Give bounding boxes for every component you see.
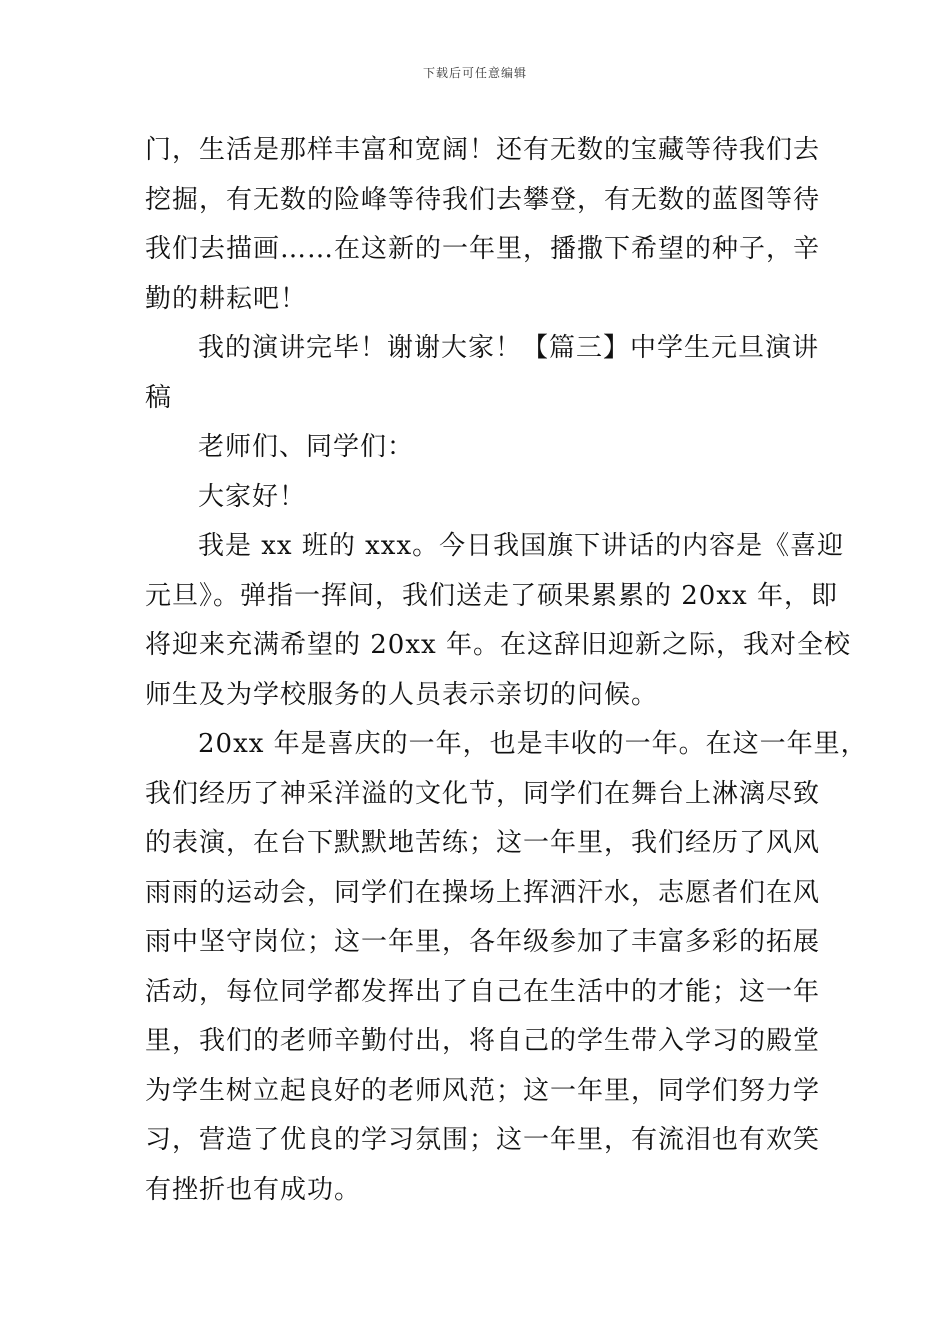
text-line: 稿 bbox=[145, 382, 173, 413]
text-line: 20xx 年是喜庆的一年，也是丰收的一年。在这一年里， bbox=[198, 729, 868, 759]
text-line: 我是 xx 班的 xxx。今日我国旗下讲话的内容是《喜迎 bbox=[198, 531, 845, 561]
text-line: 雨中坚守岗位；这一年里，各年级参加了丰富多彩的拓展 bbox=[145, 927, 821, 957]
text-line: 里，我们的老师辛勤付出，将自己的学生带入学习的殿堂 bbox=[145, 1026, 821, 1056]
page-header: 下载后可任意编辑 bbox=[422, 66, 527, 80]
text-line: 有挫折也有成功。 bbox=[145, 1174, 362, 1205]
text-line: 挖掘，有无数的险峰等待我们去攀登，有无数的蓝图等待 bbox=[145, 184, 821, 215]
text-line: 活动，每位同学都发挥出了自己在生活中的才能；这一年 bbox=[145, 976, 821, 1007]
text-line: 元旦》。弹指一挥间，我们送走了硕果累累的 20xx 年，即 bbox=[145, 580, 838, 611]
text-line: 我们经历了神采洋溢的文化节，同学们在舞台上淋漓尽致 bbox=[145, 778, 821, 809]
text-line: 我们去描画……在这新的一年里，播撒下希望的种子，辛 bbox=[145, 234, 821, 264]
text-line: 雨雨的运动会，同学们在操场上挥洒汗水，志愿者们在风 bbox=[145, 877, 821, 908]
document-body bbox=[145, 126, 868, 1215]
greeting: 大家好！ bbox=[198, 481, 307, 512]
salutation: 老师们、同学们： bbox=[198, 432, 415, 462]
text-line: 的表演，在台下默默地苦练；这一年里，我们经历了风风 bbox=[145, 828, 821, 858]
text-line: 勤的耕耘吧！ bbox=[145, 283, 308, 314]
text-line: 师生及为学校服务的人员表示亲切的问候。 bbox=[145, 679, 659, 710]
text-line: 门，生活是那样丰富和宽阔！还有无数的宝藏等待我们去 bbox=[145, 135, 821, 165]
text-line: 习，营造了优良的学习氛围；这一年里，有流泪也有欢笑 bbox=[145, 1125, 821, 1155]
text-line: 我的演讲完毕！谢谢大家！【篇三】中学生元旦演讲 bbox=[198, 333, 820, 363]
text-line: 为学生树立起良好的老师风范；这一年里，同学们努力学 bbox=[145, 1075, 821, 1106]
text-line: 将迎来充满希望的 20xx 年。在这辞旧迎新之际，我对全校 bbox=[145, 630, 851, 660]
